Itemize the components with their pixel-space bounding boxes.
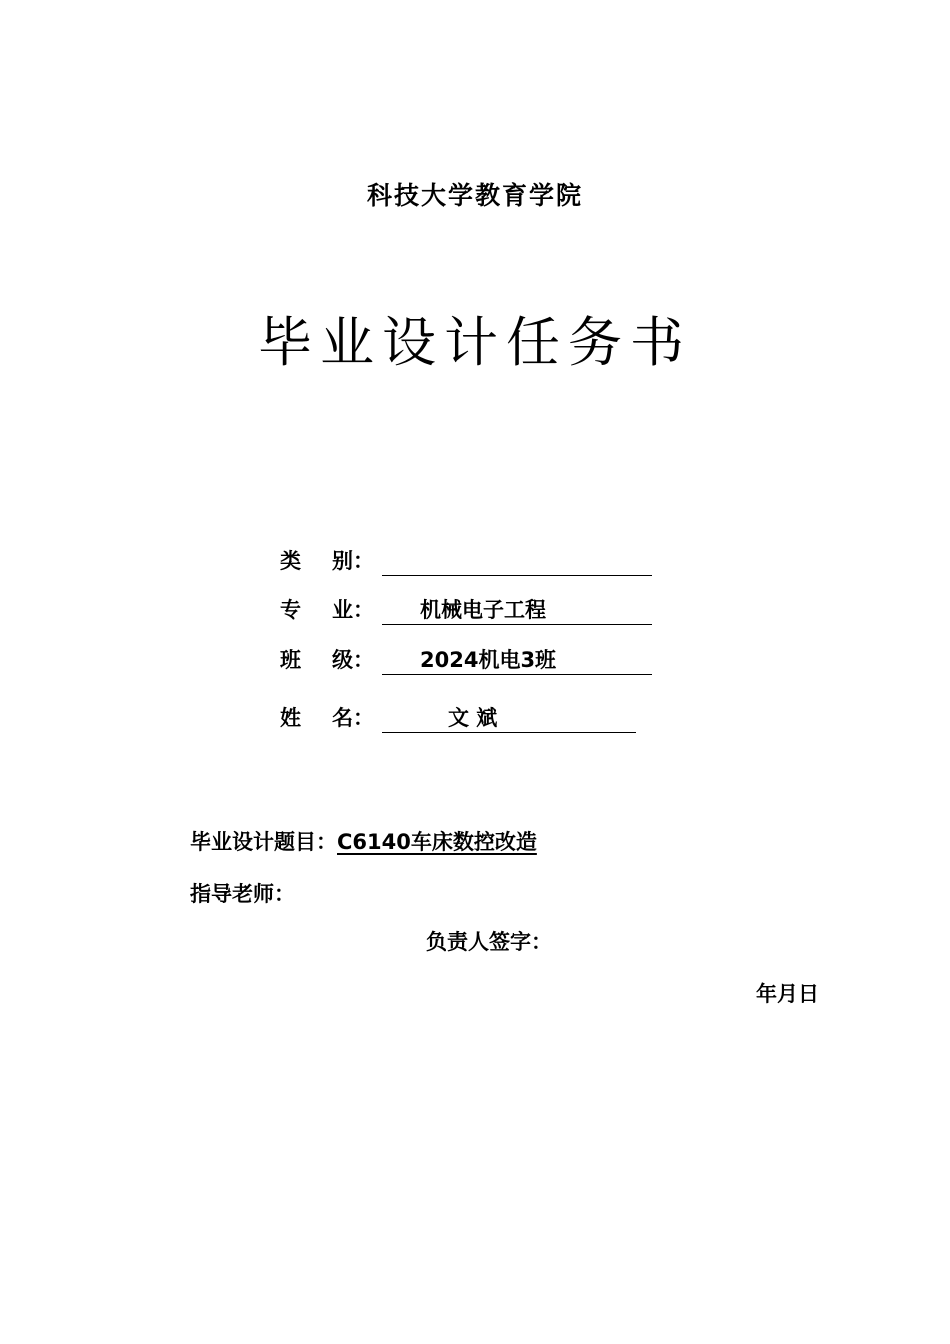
major-value: 机械电子工程 [382, 594, 652, 625]
category-value [382, 545, 652, 576]
class-label: 班 级： [280, 648, 374, 672]
thesis-topic-value: C6140车床数控改造 [337, 830, 537, 854]
thesis-topic-label: 毕业设计题目： [190, 830, 337, 854]
school-name: 科技大学教育学院 [366, 181, 583, 210]
advisor-label: 指导老师： [190, 882, 295, 906]
class-value: 2024机电3班 [382, 644, 652, 675]
document-title: 毕业设计任务书 [258, 311, 692, 374]
category-label: 类 别： [280, 549, 374, 573]
supervisor-signature-label: 负责人签字： [426, 930, 552, 954]
name-value: 文 斌 [382, 702, 636, 733]
thesis-topic [190, 826, 537, 856]
name-label: 姓 名： [280, 706, 374, 730]
date-label: 年月日 [756, 982, 819, 1006]
major-label: 专 业： [280, 598, 374, 622]
